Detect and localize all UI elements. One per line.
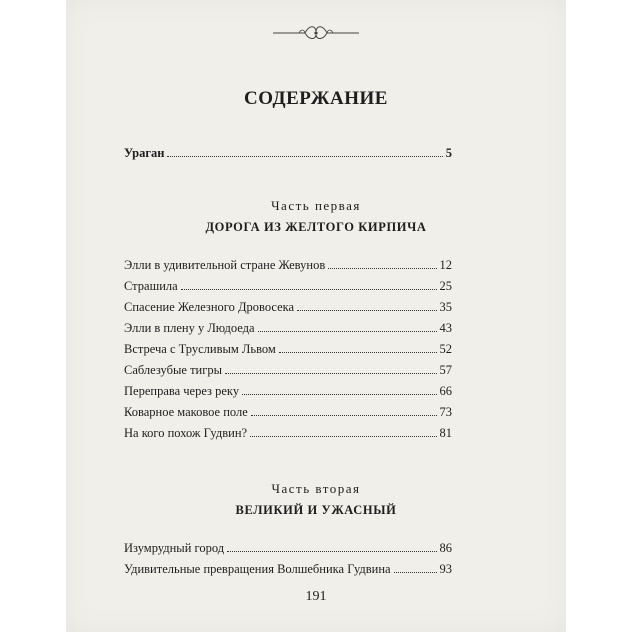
- toc-entry[interactable]: [124, 561, 452, 577]
- toc-entry-label: Страшила: [124, 279, 178, 293]
- toc-entry-label: На кого похож Гудвин?: [124, 426, 248, 440]
- toc-entry-page: 12: [439, 258, 452, 272]
- book-page: [66, 0, 566, 632]
- toc-entry-label: Ураган: [124, 146, 165, 160]
- dot-leader: [167, 156, 442, 157]
- toc-entry-label: Встреча с Трусливым Львом: [124, 342, 276, 356]
- part-1-title: ДОРОГА ИЗ ЖЕЛТОГО КИРПИЧА: [205, 220, 427, 234]
- toc-entry-page: 86: [439, 541, 452, 555]
- dot-leader: [225, 373, 437, 374]
- toc-entry-page: 57: [439, 363, 452, 377]
- toc-entry[interactable]: [124, 299, 452, 315]
- toc-entry[interactable]: [124, 278, 452, 294]
- toc-entry[interactable]: [124, 540, 452, 556]
- toc-entry[interactable]: [124, 425, 452, 441]
- toc-entry-page: 93: [439, 562, 452, 576]
- toc-entry[interactable]: [124, 320, 452, 336]
- toc-entry-page: 25: [439, 279, 452, 293]
- dot-leader: [279, 352, 437, 353]
- toc-entry-label: Изумрудный город: [124, 541, 225, 555]
- toc-entry-page: 35: [439, 300, 452, 314]
- toc-entry[interactable]: [124, 383, 452, 399]
- part-2-label: Часть вторая: [271, 481, 361, 496]
- toc-entry-label: Элли в удивительной стране Жевунов: [124, 258, 326, 272]
- toc-entry[interactable]: [124, 341, 452, 357]
- toc-entry-intro[interactable]: [124, 145, 452, 161]
- toc-entry[interactable]: [124, 257, 452, 273]
- dot-leader: [181, 289, 437, 290]
- toc-entry-label: Элли в плену у Людоеда: [124, 321, 255, 335]
- dot-leader: [297, 310, 436, 311]
- dot-leader: [242, 394, 436, 395]
- toc-entry-label: Спасение Железного Дровосека: [124, 300, 295, 314]
- toc-entry-label: Саблезубые тигры: [124, 363, 222, 377]
- toc-entry-page: 66: [439, 384, 452, 398]
- toc-entry-page: 52: [439, 342, 452, 356]
- dot-leader: [258, 331, 437, 332]
- toc-entry-page: 43: [439, 321, 452, 335]
- toc-entry-page: 5: [445, 146, 452, 160]
- toc-entry[interactable]: [124, 362, 452, 378]
- dot-leader: [250, 436, 436, 437]
- part-1-label: Часть первая: [271, 198, 361, 213]
- dot-leader: [328, 268, 436, 269]
- toc-entry[interactable]: [124, 404, 452, 420]
- flourish-ornament-icon: [271, 22, 361, 44]
- toc-entry-page: 81: [439, 426, 452, 440]
- toc-entry-label: Удивительные превращения Волшебника Гудвина: [124, 562, 391, 576]
- part-2-title: ВЕЛИКИЙ И УЖАСНЫЙ: [235, 503, 397, 517]
- page-number: 191: [305, 589, 327, 604]
- dot-leader: [227, 551, 436, 552]
- dot-leader: [251, 415, 437, 416]
- dot-leader: [394, 572, 437, 573]
- toc-entry-page: 73: [439, 405, 452, 419]
- toc-entry-label: Переправа через реку: [124, 384, 240, 398]
- toc-entry-label: Коварное маковое поле: [124, 405, 248, 419]
- page-title: СОДЕРЖАНИЕ: [244, 88, 388, 109]
